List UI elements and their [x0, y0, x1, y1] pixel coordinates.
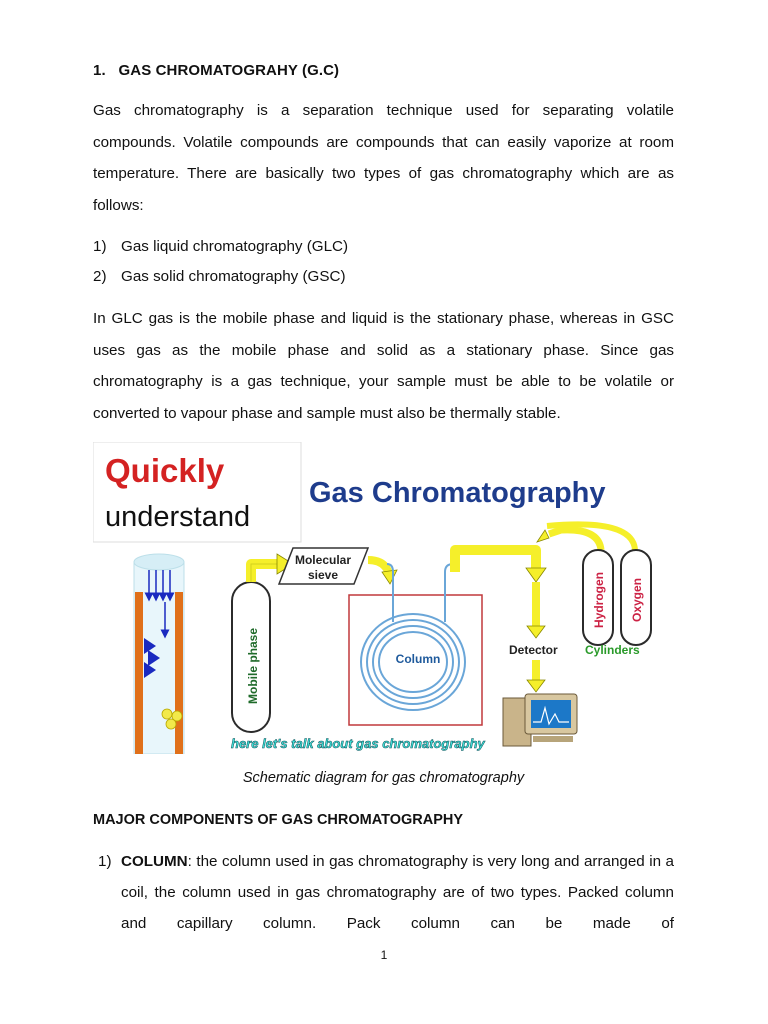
computer-icon: [503, 694, 577, 746]
component-description: : the column used in gas chromatography is very long and arranged in a coil, the column used in gas chromatography are of two types. Packed column and capillary column. Pack column can be made of: [121, 853, 674, 932]
list-number: 2): [93, 268, 107, 285]
hydrogen-label: Hydrogen: [592, 571, 606, 628]
page-number: 1: [380, 948, 388, 962]
component-item: [93, 846, 674, 939]
molecular-sieve-label-2: sieve: [307, 568, 339, 582]
cylinders-label: Cylinders: [585, 643, 640, 657]
list-text: Gas solid chromatography (GSC): [121, 268, 346, 285]
mobile-phase-label: Mobile phase: [246, 627, 260, 704]
detector-label: Detector: [509, 643, 558, 657]
phase-paragraph: In GLC gas is the mobile phase and liquid is the stationary phase, whereas in GSC uses gas as the mobile phase and solid as a stationary phase. Since gas chromatography is a gas technique, your sample must be able to be volatile or converted to vapour phase and sample must also be thermally stable.: [93, 310, 674, 422]
packed-tube: [134, 554, 184, 754]
component-text: [121, 846, 674, 939]
oxygen-label: Oxygen: [630, 577, 644, 622]
gc-schematic-figure: [93, 442, 674, 754]
intro-paragraph: Gas chromatography is a separation technique used for separating volatile compounds. Volatile compounds are compounds that can easily vaporize at room temperature. There are basically two types of gas chromatography which are as follows:: [93, 102, 674, 214]
column-label: Column: [395, 652, 441, 666]
molecular-sieve-label-1: Molecular: [294, 553, 352, 567]
quickly-text: Quickly: [105, 452, 225, 489]
component-number: 1): [98, 853, 112, 870]
figure-title: Gas Chromatography: [309, 477, 606, 509]
list-item: [93, 268, 346, 285]
section-title: 1. GAS CHROMATOGRAHY (G.C): [93, 62, 340, 79]
figure-caption: Schematic diagram for gas chromatography: [242, 770, 525, 786]
section-heading: MAJOR COMPONENTS OF GAS CHROMATOGRAPHY: [93, 812, 464, 828]
component-term: COLUMN: [121, 853, 188, 870]
video-subtitle: here let's talk about gas chromatography: [231, 736, 485, 751]
list-number: 1): [93, 238, 107, 255]
understand-text: understand: [105, 501, 251, 533]
list-text: Gas liquid chromatography (GLC): [121, 238, 349, 255]
gc-schematic-svg: [93, 442, 674, 754]
list-item: [93, 238, 348, 255]
